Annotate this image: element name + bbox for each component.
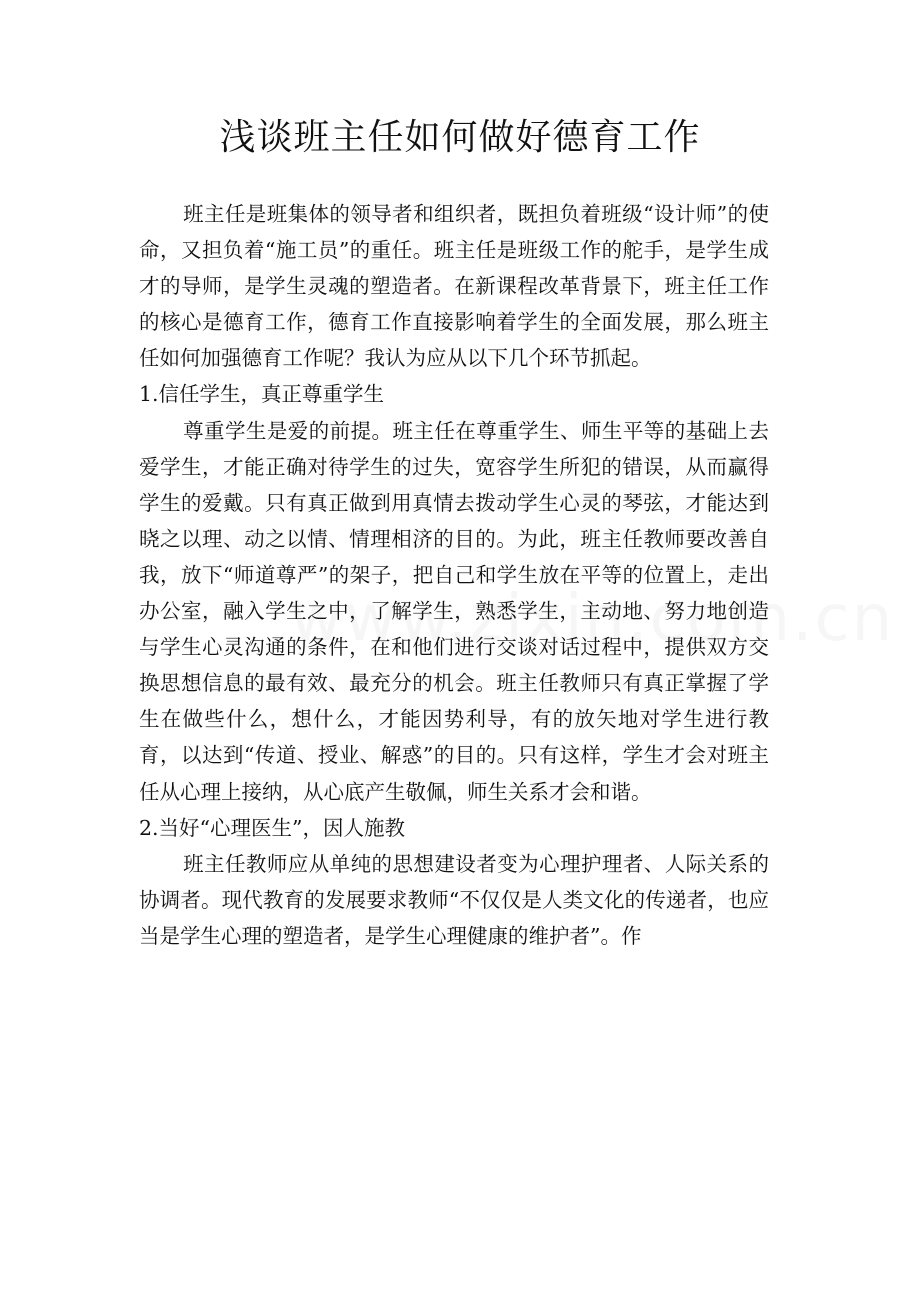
section-2-paragraph: 班主任教师应从单纯的思想建设者变为心理护理者、人际关系的协调者。现代教育的发展要求教师“不仅仅是人类文化的传递者，也应当是学生心理的塑造者，是学生心理健康的维护者”。作 — [139, 851, 769, 948]
document-title: 浅谈班主任如何做好德育工作 — [219, 117, 701, 158]
document-body — [139, 196, 769, 954]
section-heading-2: 2.当好“心理医生”，因人施教 — [139, 815, 406, 840]
intro-paragraph: 班主任是班集体的领导者和组织者，既担负着班级“设计师”的使命，又担负着“施工员”的重任。班主任是班级工作的舵手，是学生成才的导师，是学生灵魂的塑造者。在新课程改革背景下，班主任工作的核心是德育工作，德育工作直接影响着学生的全面发展，那么班主任如何加强德育工作呢？我认为应从以下几个环节抓起。 — [139, 202, 769, 371]
section-1-paragraph: 尊重学生是爱的前提。班主任在尊重学生、师生平等的基础上去爱学生，才能正确对待学生的过失，宽容学生所犯的错误，从而赢得学生的爱戴。只有真正做到用真情去拨动学生心灵的琴弦，才能达到晓之以理、动之以情、情理相济的目的。为此，班主任教师要改善自我，放下“师道尊严”的架子，把自己和学生放在平等的位置上，走出办公室，融入学生之中，了解学生，熟悉学生，主动地、努力地创造与学生心灵沟通的条件，在和他们进行交谈对话过程中，提供双方交换思想信息的最有效、最充分的机会。班主任教师只有真正掌握了学生在做些什么，想什么，才能因势利导，有的放矢地对学生进行教育，以达到“传道、授业、解惑”的目的。只有这样，学生才会对班主任从心理上接纳，从心底产生敬佩，师生关系才会和谐。 — [139, 418, 769, 804]
section-heading-1: 1.信任学生，真正尊重学生 — [139, 382, 385, 407]
